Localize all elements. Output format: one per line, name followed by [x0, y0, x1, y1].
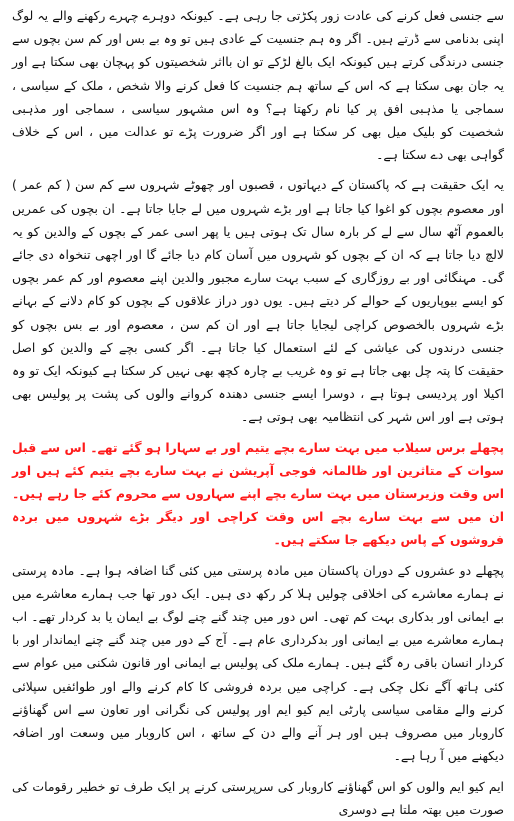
paragraph-3-highlighted: پچھلے برس سیلاب میں بہت سارے بچے یتیم اور بے سہارا ہو گئے تھے۔ اس سے قبل سوات کے متاثرین اور ظالمانہ فوجی آپریشن نے بہت سارے بچے یتیم کئے ہیں اور اس وقت وزیرستان میں بہت سارے بچے اپنے سہاروں سے محروم کئے جا رہے ہیں۔ ان میں سے بہت سارے بچے اس وقت کراچی اور دیگر بڑے شہروں میں بردہ فروشوں کے پاس دیکھے جا سکتے ہیں۔ — [12, 439, 504, 548]
paragraph-4: پچھلے دو عشروں کے دوران پاکستان میں مادہ پرستی میں کئی گنا اضافہ ہوا ہے۔ مادہ پرستی نے ہمارے معاشرے کی اخلاقی چولیں ہلا کر رکھ دی ہیں۔ ایک دور تھا جب ہمارے معاشرے میں بے ایمانی اور بدکاری بہت کم تھی۔ اس دور میں چند گنے چنے لوگ بے ایمان یا بد کردار تھے۔ اب ہمارے معاشرے میں بے ایمانی اور بدکرداری عام ہے۔ آج کے دور میں چند گنے چنے ایماندار اور با کردار انسان باقی رہ گئے ہیں۔ ہمارے ملک کی پولیس بے ایمانی اور قانون شکنی میں عوام سے کئی ہاتھ آگے نکل چکی ہے۔ کراچی میں بردہ فروشی کا کام کرنے والے اور طوائفیں سپلائی کرنے والے مقامی سیاسی پارٹی ایم کیو ایم اور پولیس کی نگرانی اور تعاون سے اس گھناؤنے کاروبار میں مصروف ہیں اور ہر آنے والے دن کے ساتھ ، اس کاروبار میں وسعت اور اضافہ دیکھنے میں آ رہا ہے۔ — [12, 562, 504, 764]
paragraph-5: ایم کیو ایم والوں کو اس گھناؤنے کاروبار کی سرپرستی کرنے پر ایک طرف تو خطیر رقومات کی صورت میں بھتہ ملتا ہے دوسری — [12, 778, 504, 817]
paragraph-2: یہ ایک حقیقت ہے کہ پاکستان کے دیہاتوں ، قصبوں اور چھوٹے شہروں سے کم سن ( کم عمر ) اور معصوم بچوں کو اغوا کیا جاتا ہے اور بڑے شہروں میں لے جایا جاتا ہے۔ ان بچوں کی عمریں بالعموم آٹھ سال سے لے کر بارہ سال تک ہوتی ہیں یا پھر اسی عمر کے بچوں کے والدین کو یہ لالچ دیا جاتا ہے کہ ان کے بچوں کو شہروں میں آسان کام دیا جائے گا اور اچھی تنخواہ دی جائے گی۔ مہنگائی اور بے روزگاری کے سبب بہت سارے مجبور والدین اپنے معصوم اور کم عمر بچوں کو ایسے بیوپاریوں کے حوالے کر دیتے ہیں۔ یوں دور دراز علاقوں کے بچوں کو کام دلانے کے بہانے بڑے شہروں بالخصوص کراچی لیجایا جاتا ہے اور ان کم سن ، معصوم اور بے بس بچوں کو جنسی درندوں کی عیاشی کے لئے استعمال کیا جاتا ہے۔ اگر کسی بچے کے والدین کو اصل حقیقت کا پتہ چل بھی جاتا ہے تو وہ غریب بے چارہ کچھ بھی نہیں کر سکتا ہے کیونکہ ایک تو وہ اکیلا اور پردیسی ہوتا ہے ، دوسرا ایسے جنسی دھندہ کروانے والوں کی پشت پر پولیس بھی ہوتی ہے اور اس شہر کی انتظامیہ بھی ہوتی ہے۔ — [12, 177, 504, 425]
paragraph-1: سے جنسی فعل کرنے کی عادت زور پکڑتی جا رہی ہے۔ کیونکہ دوہرے چہرے رکھنے والے یہ لوگ اپنی بدنامی سے ڈرتے ہیں۔ اگر وہ ہم جنسیت کے عادی ہیں تو وہ بے بس اور کم سن بچوں سے جنسی درندگی کرتے ہیں کیونکہ ایک بالغ لڑکے تو ان بااثر شخصیتوں کو پہچان بھی سکتا ہے اور یہ جان بھی سکتا ہے کہ اس کے ساتھ ہم جنسیت کا فعل کرنے والا شخص ، ملک کے سیاسی ، سماجی یا مذہبی افق پر کیا نام رکھتا ہے؟ وہ اس مشہور سیاسی ، سماجی اور مذہبی شخصیت کو بلیک میل بھی کر سکتا ہے اور اگر ضرورت پڑے تو عدالت میں ، اس کے خلاف گواہی بھی دے سکتا ہے۔ — [12, 8, 504, 163]
